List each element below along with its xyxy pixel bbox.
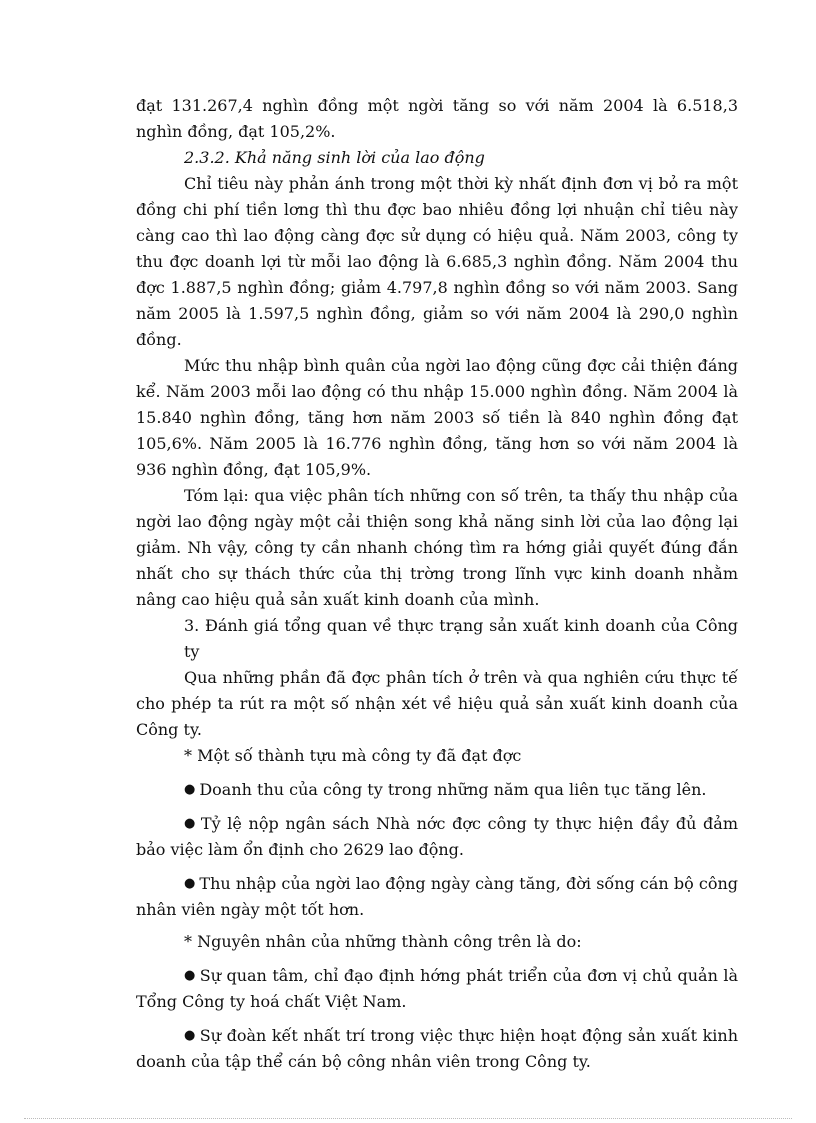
list-item-text: Thu nhập của ngời lao động ngày càng tăng, đời sống cán bộ công nhân viên ngày một tốt hơn. <box>136 874 739 919</box>
bullet-icon: ● <box>184 876 196 891</box>
bullet-icon: ● <box>184 1028 196 1043</box>
document-page <box>136 93 738 1075</box>
list-item <box>136 777 738 803</box>
list-item <box>136 963 738 1015</box>
paragraph-overview: Qua những phần đã đợc phân tích ở trên và qua nghiên cứu thực tế cho phép ta rút ra một số nhận xét về hiệu quả sản xuất kinh doanh của Công ty. <box>136 668 738 739</box>
section-heading-3: 3. Đánh giá tổng quan về thực trạng sản xuất kinh doanh của Công ty <box>184 616 738 661</box>
section-heading-2-3-2: 2.3.2. Khả năng sinh lời của lao động <box>184 148 485 167</box>
list-item-text: Sự quan tâm, chỉ đạo định hớng phát triển của đơn vị chủ quản là Tổng Công ty hoá chất Việt Nam. <box>136 966 739 1011</box>
paragraph-profitability: Chỉ tiêu này phản ánh trong một thời kỳ nhất định đơn vị bỏ ra một đồng chi phí tiền lơng thì thu đợc bao nhiêu đồng lợi nhuận chỉ tiêu này càng cao thì lao động càng đợc sử dụng có hiệu quả. Năm 2003, công ty thu đợc doanh lợi từ mỗi lao động là 6.685,3 nghìn đồng. Năm 2004 thu đợc 1.887,5 nghìn đồng; giảm 4.797,8 nghìn đồng so với năm 2003. Sang năm 2005 là 1.597,5 nghìn đồng, giảm so với năm 2004 là 290,0 nghìn đồng. <box>136 174 738 349</box>
list-item-text: Doanh thu của công ty trong những năm qua liên tục tăng lên. <box>199 780 707 799</box>
bullet-icon: ● <box>184 816 197 831</box>
list-item-text: Sự đoàn kết nhất trí trong việc thực hiện hoạt động sản xuất kinh doanh của tập thể cán bộ công nhân viên trong Công ty. <box>136 1026 739 1071</box>
list-item <box>136 1023 738 1075</box>
paragraph-summary: Tóm lại: qua việc phân tích những con số trên, ta thấy thu nhập của ngời lao động ngày một cải thiện song khả năng sinh lời của lao động lại giảm. Nh vậy, công ty cần nhanh chóng tìm ra hớng giải quyết đúng đắn nhất cho sự thách thức của thị trờng trong lĩnh vực kinh doanh nhằm nâng cao hiệu quả sản xuất kinh doanh của mình. <box>136 486 738 609</box>
page-bottom-divider <box>24 1118 792 1119</box>
causes-title: * Nguyên nhân của những thành công trên là do: <box>184 932 582 951</box>
list-item <box>136 811 738 863</box>
bullet-icon: ● <box>184 968 196 983</box>
list-item <box>136 871 738 923</box>
paragraph-intro: đạt 131.267,4 nghìn đồng một ngời tăng so với năm 2004 là 6.518,3 nghìn đồng, đạt 105,2%. <box>136 96 738 141</box>
paragraph-income: Mức thu nhập bình quân của ngời lao động cũng đợc cải thiện đáng kể. Năm 2003 mỗi lao động có thu nhập 15.000 nghìn đồng. Năm 2004 là 15.840 nghìn đồng, tăng hơn năm 2003 số tiền là 840 nghìn đồng đạt 105,6%. Năm 2005 là 16.776 nghìn đồng, tăng hơn so với năm 2004 là 936 nghìn đồng, đạt 105,9%. <box>136 356 738 479</box>
list-item-text: Tỷ lệ nộp ngân sách Nhà nớc đợc công ty thực hiện đầy đủ đảm bảo việc làm ổn định cho 2629 lao động. <box>136 814 738 859</box>
achievements-title: * Một số thành tựu mà công ty đã đạt đợc <box>184 746 522 765</box>
bullet-icon: ● <box>184 782 196 797</box>
